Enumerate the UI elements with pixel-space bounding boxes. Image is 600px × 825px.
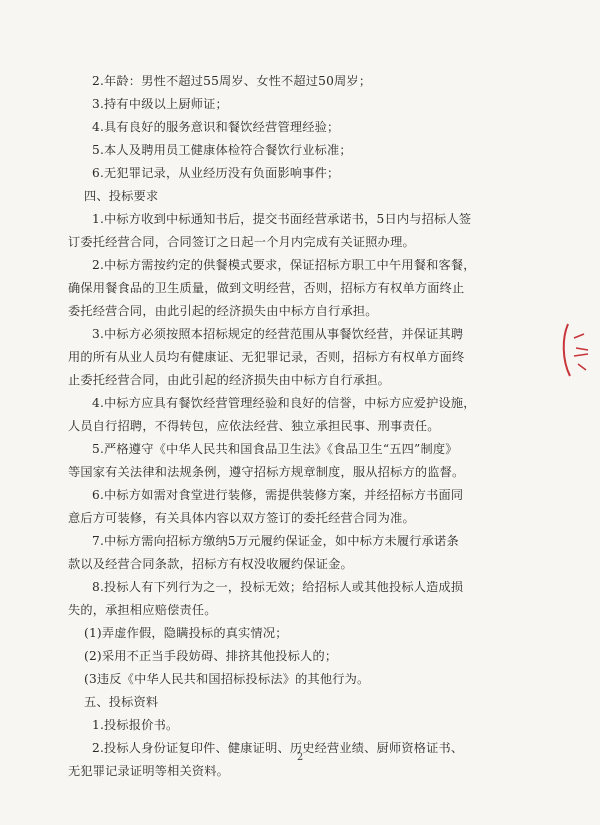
paragraph xyxy=(68,484,538,530)
paragraph xyxy=(68,208,538,254)
list-item: (3违反《中华人民共和国招标投标法》的其他行为。 xyxy=(84,672,370,686)
paragraph xyxy=(68,576,538,622)
text-line: 5.严格遵守《中华人民共和国食品卫生法》《食品卫生“五四”制度》 xyxy=(92,442,458,456)
text-line: 意后方可装修，有关具体内容以双方签订的委托经营合同为准。 xyxy=(68,511,415,525)
text-line: 止委托经营合同，由此引起的经济损失由中标方自行承担。 xyxy=(68,373,391,387)
text-line: 3.中标方必须按照本招标规定的经营范围从事餐饮经营，并保证其聘 xyxy=(92,327,464,341)
paragraph xyxy=(68,254,538,323)
text-line: 6.中标方如需对食堂进行装修，需提供装修方案，并经招标方书面同 xyxy=(92,488,464,502)
text-line: 7.中标方需向招标方缴纳5万元履约保证金，如中标方未履行承诺条 xyxy=(92,534,459,548)
list-item: 6.无犯罪记录，从业经历没有负面影响事件； xyxy=(92,166,340,180)
text-line: 4.中标方应具有餐饮经营管理经验和良好的信誉，中标方应爱护设施， xyxy=(92,396,476,410)
text-line: 1.投标报价书。 xyxy=(92,718,179,732)
seal-arc xyxy=(564,324,570,376)
text-line: 1.中标方收到中标通知书后，提交书面经营承诺书，5日内与招标人签 xyxy=(92,212,472,226)
text-line: 人员自行招聘，不得转包，应依法经营、独立承担民事、刑事责任。 xyxy=(68,419,440,433)
section-heading: 五、投标资料 xyxy=(84,695,159,709)
list-item: (1)弄虚作假，隐瞒投标的真实情况； xyxy=(84,626,288,640)
list-item: (2)采用不正当手段妨碍、排挤其他投标人的； xyxy=(84,649,338,663)
text-line: 委托经营合同，由此引起的经济损失由中标方自行承担。 xyxy=(68,304,378,318)
text-line: 确保用餐食品的卫生质量，做到文明经营，否则，招标方有权单方面终止 xyxy=(68,281,465,295)
text-line: 款以及经营合同条款，招标方有权没收履约保证金。 xyxy=(68,557,353,571)
section-heading: 四、投标要求 xyxy=(84,189,159,203)
text-line: 2.中标方需按约定的供餐模式要求，保证招标方职工中午用餐和客餐， xyxy=(92,258,476,272)
page-number: 2 xyxy=(296,752,304,763)
document-body xyxy=(68,70,538,783)
text-line: 2.投标人身份证复印件、健康证明、历史经营业绩、厨师资格证书、 xyxy=(92,741,464,755)
text-line: 用的所有从业人员均有健康证、无犯罪记录，否则，招标方有权单方面终 xyxy=(68,350,465,364)
text-line: 等国家有关法律和法规条例，遵守招标方规章制度，服从招标方的监督。 xyxy=(68,465,465,479)
text-line: 失的，承担相应赔偿责任。 xyxy=(68,603,217,617)
list-item: 5.本人及聘用员工健康体检符合餐饮行业标准； xyxy=(92,143,352,157)
seal-marks xyxy=(574,334,588,370)
sub-item-list xyxy=(68,622,538,691)
text-line: 8.投标人有下列行为之一，投标无效；给招标人或其他投标人造成损 xyxy=(92,580,464,594)
seal-stamp-fragment xyxy=(560,320,600,380)
requirements-list xyxy=(68,70,538,185)
text-line: 订委托经营合同，合同签订之日起一个月内完成有关证照办理。 xyxy=(68,235,415,249)
seal-stamp-icon xyxy=(560,320,600,380)
text-line: 无犯罪记录证明等相关资料。 xyxy=(68,764,230,778)
list-item: 2.年龄：男性不超过55周岁、女性不超过50周岁； xyxy=(92,74,372,88)
paragraph xyxy=(68,714,538,737)
paragraph xyxy=(68,392,538,438)
paragraph xyxy=(68,438,538,484)
list-item: 4.具有良好的服务意识和餐饮经营管理经验； xyxy=(92,120,340,134)
paragraph xyxy=(68,530,538,576)
list-item: 3.持有中级以上厨师证； xyxy=(92,97,228,111)
paragraph xyxy=(68,323,538,392)
